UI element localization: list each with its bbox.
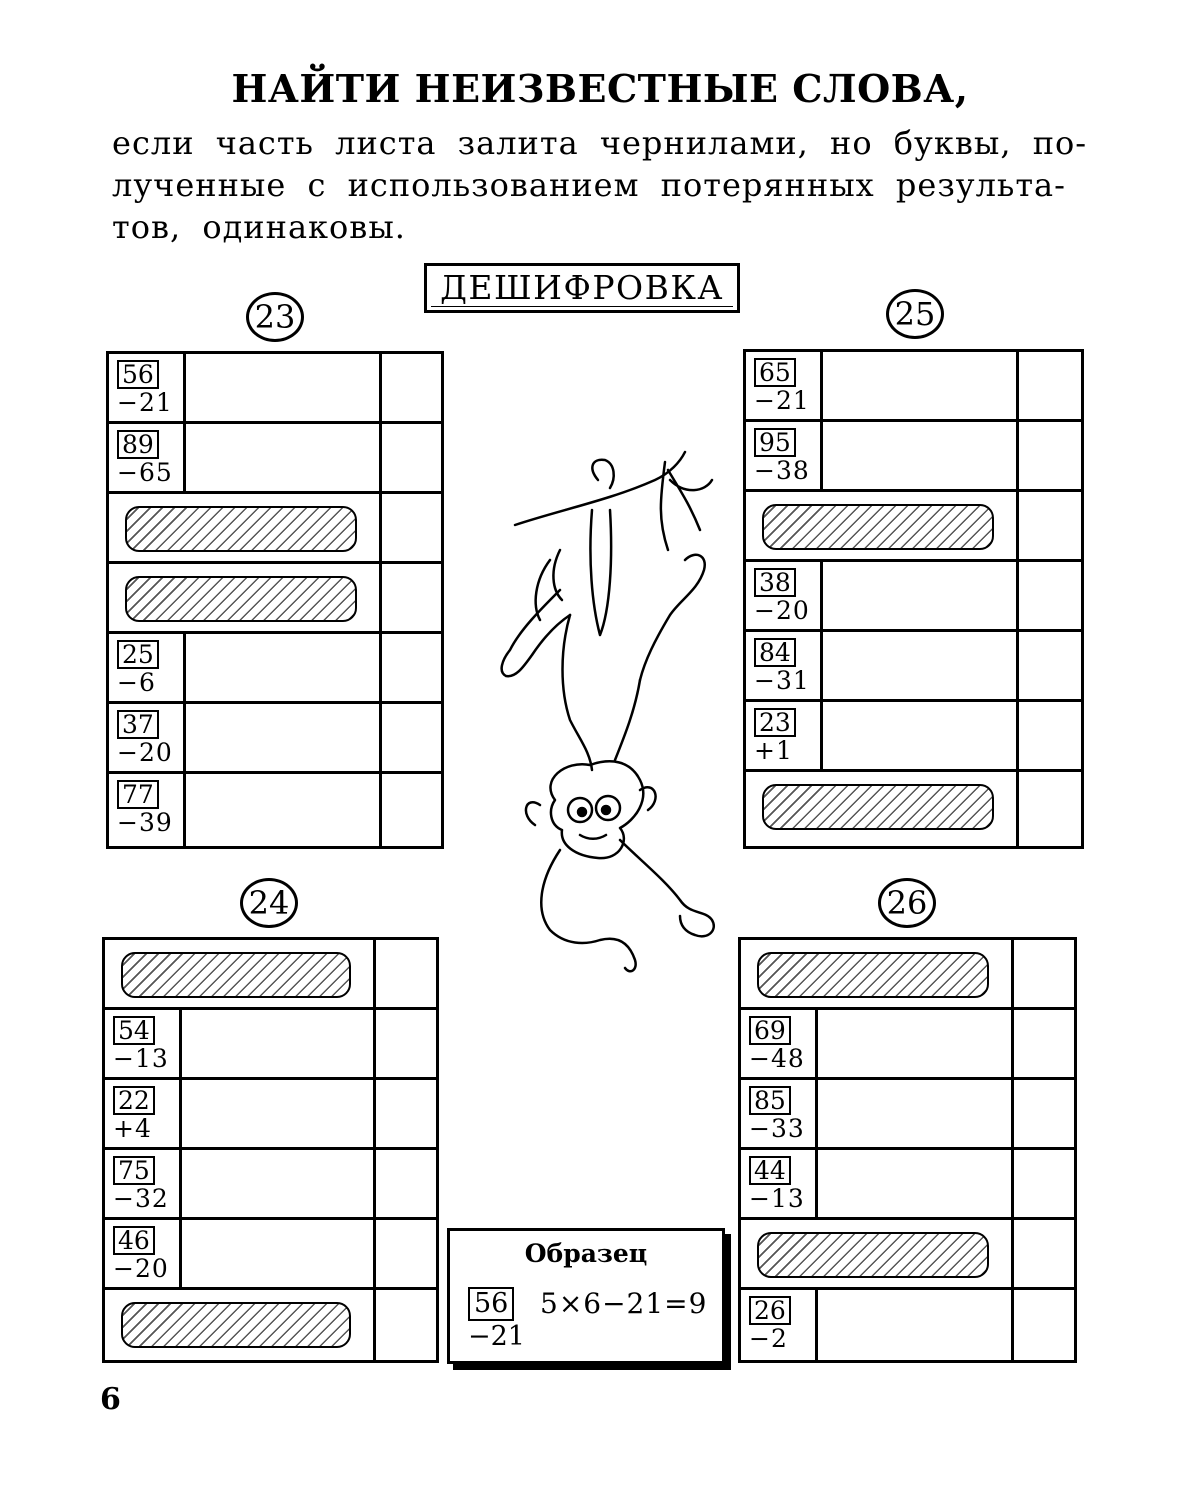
- task-number-26: 26: [878, 878, 936, 928]
- boxed-number: 44: [749, 1156, 791, 1185]
- table-row: [109, 634, 441, 704]
- operation: −13: [113, 1044, 169, 1073]
- boxed-number: 26: [749, 1296, 791, 1325]
- example-cell: [741, 1290, 818, 1360]
- table-row: [105, 1010, 436, 1080]
- boxed-number: 54: [113, 1016, 155, 1045]
- sample-operation: −21: [468, 1321, 525, 1352]
- operation: −39: [117, 808, 173, 837]
- table-row: [746, 422, 1081, 492]
- ink-blot: [125, 506, 357, 552]
- intro-line-2: лученные с использованием потерянных результа-: [112, 166, 1066, 204]
- operation: −21: [754, 386, 810, 415]
- table-row: [105, 940, 436, 1010]
- intro-line-3: тов, одинаковы.: [112, 208, 406, 246]
- page-number: 6: [100, 1382, 121, 1417]
- ink-blot: [121, 952, 351, 998]
- boxed-number: 46: [113, 1226, 155, 1255]
- boxed-number: 95: [754, 428, 796, 457]
- example-cell: [741, 1080, 818, 1147]
- operation: +4: [113, 1114, 152, 1143]
- example-cell: [105, 1220, 182, 1287]
- table-row: [746, 632, 1081, 702]
- table-row: [746, 772, 1081, 846]
- table-row: [105, 1290, 436, 1360]
- example-cell: [109, 774, 186, 846]
- table-row: [109, 424, 441, 494]
- table-row: [741, 1080, 1074, 1150]
- example-cell: [109, 424, 186, 491]
- task-table-26: [738, 937, 1077, 1363]
- table-row: [105, 1220, 436, 1290]
- boxed-number: 75: [113, 1156, 155, 1185]
- ink-blot: [757, 1232, 989, 1278]
- decoding-heading: ДЕШИФРОВКА: [424, 263, 740, 313]
- table-row: [105, 1150, 436, 1220]
- boxed-number: 85: [749, 1086, 791, 1115]
- example-cell: [741, 1150, 818, 1217]
- boxed-number: 38: [754, 568, 796, 597]
- operation: −33: [749, 1114, 805, 1143]
- example-cell: [105, 1150, 182, 1217]
- operation: −65: [117, 458, 173, 487]
- operation: −20: [113, 1254, 169, 1283]
- sample-equation: 5×6−21=9: [540, 1287, 708, 1320]
- table-row: [746, 352, 1081, 422]
- ink-blot: [125, 576, 357, 622]
- example-cell: [109, 354, 186, 421]
- operation: −6: [117, 668, 156, 697]
- ink-blot: [121, 1302, 351, 1348]
- table-row: [741, 1220, 1074, 1290]
- task-table-23: [106, 351, 444, 849]
- boxed-number: 22: [113, 1086, 155, 1115]
- task-table-24: [102, 937, 439, 1363]
- operation: −38: [754, 456, 810, 485]
- example-cell: [746, 702, 823, 769]
- sample-number: 56: [468, 1287, 514, 1321]
- table-row: [741, 1010, 1074, 1080]
- operation: −20: [754, 596, 810, 625]
- table-row: [741, 1290, 1074, 1360]
- example-cell: [105, 1010, 182, 1077]
- table-row: [109, 564, 441, 634]
- task-number-24: 24: [240, 878, 298, 928]
- table-row: [109, 704, 441, 774]
- table-row: [109, 354, 441, 424]
- example-cell: [109, 704, 186, 771]
- boxed-number: 89: [117, 430, 159, 459]
- operation: −48: [749, 1044, 805, 1073]
- table-row: [741, 940, 1074, 1010]
- example-cell: [109, 634, 186, 701]
- example-cell: [746, 352, 823, 419]
- table-row: [741, 1150, 1074, 1220]
- ink-blot: [757, 952, 989, 998]
- boxed-number: 56: [117, 360, 159, 389]
- boxed-number: 23: [754, 708, 796, 737]
- boxed-number: 84: [754, 638, 796, 667]
- sample-title: Образец: [524, 1239, 648, 1268]
- ink-blot: [762, 784, 994, 830]
- example-cell: [746, 422, 823, 489]
- monkey-illustration: [480, 440, 720, 980]
- task-table-25: [743, 349, 1084, 849]
- table-row: [746, 492, 1081, 562]
- operation: −21: [117, 388, 173, 417]
- table-row: [105, 1080, 436, 1150]
- boxed-number: 69: [749, 1016, 791, 1045]
- operation: −13: [749, 1184, 805, 1213]
- page-title: НАЙТИ НЕИЗВЕСТНЫЕ СЛОВА,: [231, 66, 969, 111]
- operation: −20: [117, 738, 173, 767]
- table-row: [746, 562, 1081, 632]
- example-cell: [741, 1010, 818, 1077]
- table-row: [746, 702, 1081, 772]
- table-row: [109, 494, 441, 564]
- sample-box: [447, 1228, 725, 1364]
- boxed-number: 65: [754, 358, 796, 387]
- task-description: [112, 122, 1088, 248]
- boxed-number: 25: [117, 640, 159, 669]
- task-number-23: 23: [246, 292, 304, 342]
- operation: −31: [754, 666, 810, 695]
- boxed-number: 77: [117, 780, 159, 809]
- example-cell: [746, 632, 823, 699]
- example-cell: [105, 1080, 182, 1147]
- boxed-number: 37: [117, 710, 159, 739]
- example-cell: [746, 562, 823, 629]
- intro-line-1: если часть листа залита чернилами, но буквы, по-: [112, 124, 1088, 162]
- ink-blot: [762, 504, 994, 550]
- operation: −2: [749, 1324, 788, 1353]
- table-row: [109, 774, 441, 846]
- operation: +1: [754, 736, 793, 765]
- operation: −32: [113, 1184, 169, 1213]
- task-number-25: 25: [886, 289, 944, 339]
